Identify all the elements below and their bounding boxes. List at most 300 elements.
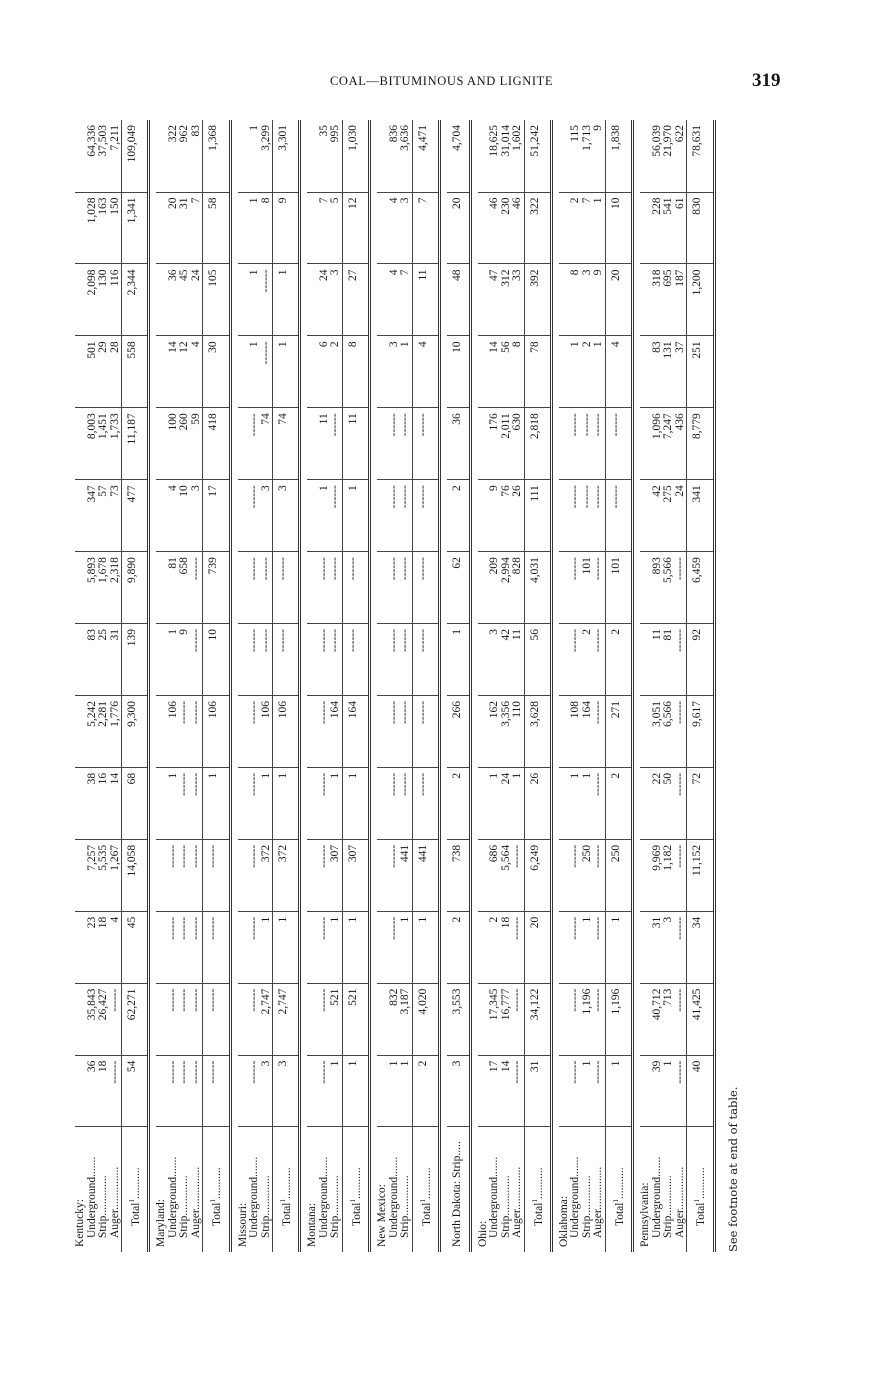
value-cell: 18 <box>98 1055 110 1127</box>
leader-dots: ........... <box>420 1167 433 1200</box>
table-row <box>570 120 582 1252</box>
value-cell: 5 <box>330 192 342 264</box>
row-label-text: Auger <box>108 1209 121 1238</box>
value-cell: 1,602 <box>512 120 524 192</box>
value-cell: ------ <box>319 624 331 696</box>
value-cell: ------ <box>249 624 261 696</box>
leader-dots: ............... <box>511 1166 524 1210</box>
value-cell: 3 <box>582 264 594 336</box>
value-cell: 38 <box>87 767 99 839</box>
value-cell: 1,030 <box>342 120 369 192</box>
value-cell: 322 <box>168 120 180 192</box>
total-row <box>342 120 369 1252</box>
value-cell: ------ <box>319 767 331 839</box>
value-cell: 830 <box>687 192 714 264</box>
value-cell: 36 <box>87 1055 99 1127</box>
value-cell: 521 <box>330 983 342 1055</box>
leader-dots: ........... <box>613 1167 626 1200</box>
value-cell: ------ <box>400 695 412 767</box>
empty-cell <box>75 408 87 480</box>
leader-dots: .............. <box>97 1175 109 1216</box>
spacer-row <box>440 120 448 1252</box>
value-cell: 78 <box>524 336 551 408</box>
leader-dots: ........... <box>532 1167 545 1200</box>
value-cell: 106 <box>261 695 273 767</box>
value-cell: 74 <box>273 408 300 480</box>
value-cell: 115 <box>570 120 582 192</box>
value-cell: 1 <box>593 192 605 264</box>
value-cell: 2,747 <box>273 983 300 1055</box>
value-cell: 72 <box>687 767 714 839</box>
value-cell: ------ <box>330 624 342 696</box>
value-cell: 42 <box>501 624 513 696</box>
row-label-text: Total <box>350 1202 363 1226</box>
row-label-text: Total <box>613 1202 626 1226</box>
leader-dots: .............. <box>399 1175 412 1216</box>
value-cell: 2,747 <box>261 983 273 1055</box>
value-cell: 11,152 <box>687 839 714 911</box>
value-cell: 27 <box>342 264 369 336</box>
value-cell: 111 <box>524 480 551 552</box>
value-cell: 1 <box>400 911 412 983</box>
empty-cell <box>75 336 87 408</box>
value-cell: ------ <box>412 695 439 767</box>
value-cell: 260 <box>179 408 191 480</box>
value-cell: ------ <box>249 552 261 624</box>
state-name: Kentucky: <box>74 1199 86 1247</box>
leader-dots: ........... <box>280 1167 293 1200</box>
value-cell: ------ <box>191 911 203 983</box>
value-cell: 250 <box>605 839 632 911</box>
value-cell: 41,425 <box>687 983 714 1055</box>
value-cell: 8,779 <box>687 408 714 480</box>
row-label-text: Total <box>532 1202 545 1226</box>
value-cell: ------ <box>570 983 582 1055</box>
leader-dots: ....... <box>317 1156 330 1177</box>
value-cell: ------ <box>593 695 605 767</box>
row-label-text: Auger <box>189 1209 202 1238</box>
state-name: Montana: <box>306 1202 319 1247</box>
value-cell: 1 <box>203 767 230 839</box>
value-cell: 1 <box>249 192 261 264</box>
empty-cell <box>75 767 87 839</box>
value-cell: ------ <box>389 911 401 983</box>
value-cell: 34 <box>687 911 714 983</box>
leader-dots: ..... <box>451 1141 464 1156</box>
value-cell: 14 <box>168 336 180 408</box>
value-cell: ------ <box>512 983 524 1055</box>
table-row <box>400 120 412 1252</box>
value-cell: 3 <box>330 264 342 336</box>
value-cell: ------ <box>179 695 191 767</box>
value-cell: 347 <box>87 480 99 552</box>
value-cell: 26 <box>512 480 524 552</box>
value-cell: ------ <box>203 911 230 983</box>
value-cell: 372 <box>261 839 273 911</box>
row-label-text: Strip <box>178 1215 191 1238</box>
value-cell: 4,020 <box>412 983 439 1055</box>
leader-dots: ....... <box>488 1156 501 1177</box>
value-cell: ------ <box>570 624 582 696</box>
value-cell: 76 <box>501 480 513 552</box>
value-cell: ------ <box>273 552 300 624</box>
value-cell: 3,301 <box>273 120 300 192</box>
row-label-text: Total <box>695 1202 708 1226</box>
value-cell: 162 <box>489 695 501 767</box>
value-cell: 209 <box>489 552 501 624</box>
leader-dots: ....... <box>248 1156 261 1177</box>
row-label-text: North Dakota: Strip <box>451 1155 464 1247</box>
value-cell: 28 <box>110 336 122 408</box>
value-cell: 56,039 <box>652 120 664 192</box>
leader-dots: ....... <box>569 1156 582 1177</box>
value-cell: 1 <box>512 767 524 839</box>
value-cell: 73 <box>110 480 122 552</box>
value-cell: 9,969 <box>652 839 664 911</box>
value-cell: 20 <box>447 192 470 264</box>
spacer-row <box>714 120 722 1252</box>
value-cell: ------ <box>675 1055 687 1127</box>
value-cell: 20 <box>524 911 551 983</box>
value-cell: 83 <box>87 624 99 696</box>
value-cell: 10 <box>179 480 191 552</box>
row-label-text: Underground <box>317 1176 330 1238</box>
value-cell: ------ <box>400 408 412 480</box>
value-cell: ------ <box>389 695 401 767</box>
value-cell: 3 <box>261 1055 273 1127</box>
empty-cell <box>75 839 87 911</box>
value-cell: 3 <box>389 336 401 408</box>
value-cell: 1,267 <box>110 839 122 911</box>
value-cell: 1 <box>168 767 180 839</box>
value-cell: ------ <box>249 983 261 1055</box>
value-cell: ------ <box>389 408 401 480</box>
value-cell: 695 <box>663 264 675 336</box>
value-cell: 101 <box>605 552 632 624</box>
value-cell: 2 <box>412 1055 439 1127</box>
value-cell: ------ <box>593 552 605 624</box>
value-cell: 24 <box>191 264 203 336</box>
value-cell: 9,300 <box>122 695 149 767</box>
value-cell: 2,011 <box>501 408 513 480</box>
mine-type-label <box>191 1127 203 1252</box>
value-cell: 307 <box>342 839 369 911</box>
table-row <box>593 120 605 1252</box>
value-cell: ------ <box>191 767 203 839</box>
value-cell: ------ <box>342 552 369 624</box>
value-cell: 1 <box>400 1055 412 1127</box>
value-cell: 1 <box>330 1055 342 1127</box>
value-cell: ------ <box>593 1055 605 1127</box>
empty-cell <box>75 911 87 983</box>
table-row <box>330 120 342 1252</box>
value-cell: 64,336 <box>87 120 99 192</box>
value-cell: 4 <box>389 192 401 264</box>
value-cell: ------ <box>570 408 582 480</box>
leader-dots: ............... <box>108 1166 121 1210</box>
value-cell: 9 <box>273 192 300 264</box>
value-cell: ------ <box>168 983 180 1055</box>
value-cell: 23 <box>87 911 99 983</box>
value-cell: 51,242 <box>524 120 551 192</box>
value-cell: 501 <box>87 336 99 408</box>
value-cell: 1 <box>489 767 501 839</box>
value-cell: 1 <box>261 767 273 839</box>
value-cell: 5,535 <box>98 839 110 911</box>
value-cell: 106 <box>203 695 230 767</box>
table-row <box>319 120 331 1252</box>
value-cell: 62 <box>447 552 470 624</box>
value-cell: 9 <box>593 264 605 336</box>
value-cell: 8,003 <box>87 408 99 480</box>
value-cell: 14 <box>110 767 122 839</box>
value-cell: 739 <box>203 552 230 624</box>
value-cell: 1,200 <box>687 264 714 336</box>
value-cell: 686 <box>489 839 501 911</box>
value-cell: 441 <box>400 839 412 911</box>
value-cell: 372 <box>273 839 300 911</box>
value-cell: ------ <box>330 552 342 624</box>
value-cell: 322 <box>524 192 551 264</box>
value-cell: 995 <box>330 120 342 192</box>
value-cell: 30 <box>203 336 230 408</box>
table-row <box>512 120 524 1252</box>
value-cell: 622 <box>675 120 687 192</box>
value-cell: 4 <box>412 336 439 408</box>
value-cell: 24 <box>675 480 687 552</box>
value-cell: ------ <box>570 911 582 983</box>
value-cell: 81 <box>663 624 675 696</box>
value-cell: 7,247 <box>663 408 675 480</box>
value-cell: 521 <box>342 983 369 1055</box>
value-cell: ------ <box>319 695 331 767</box>
spacer-row <box>300 120 308 1252</box>
value-cell: 1,733 <box>110 408 122 480</box>
leader-dots: ............... <box>189 1166 202 1210</box>
value-cell: 31 <box>652 911 664 983</box>
table-row <box>389 120 401 1252</box>
value-cell: ------ <box>249 839 261 911</box>
value-cell: 2 <box>582 624 594 696</box>
value-cell: 18 <box>98 911 110 983</box>
value-cell: ------ <box>168 839 180 911</box>
value-cell: 36 <box>168 264 180 336</box>
value-cell: 50 <box>663 767 675 839</box>
row-label-text: Strip <box>662 1215 675 1238</box>
value-cell: 1 <box>319 480 331 552</box>
value-cell: ------ <box>389 767 401 839</box>
value-cell: 392 <box>524 264 551 336</box>
value-cell: ------ <box>191 695 203 767</box>
value-cell: 81 <box>168 552 180 624</box>
leader-dots: .............. <box>329 1175 342 1216</box>
value-cell: 61 <box>675 192 687 264</box>
value-cell: ------ <box>570 839 582 911</box>
value-cell: ------ <box>273 624 300 696</box>
empty-cell <box>75 480 87 552</box>
value-cell: 3 <box>273 480 300 552</box>
state-name: Maryland: <box>155 1199 168 1247</box>
value-cell: 110 <box>512 695 524 767</box>
value-cell: ------ <box>179 911 191 983</box>
value-cell: 2 <box>570 192 582 264</box>
table-row <box>261 120 273 1252</box>
table-row <box>652 120 664 1252</box>
value-cell: ------ <box>342 624 369 696</box>
value-cell: 275 <box>663 480 675 552</box>
total-row <box>203 120 230 1252</box>
value-cell: 10 <box>447 336 470 408</box>
value-cell: ------ <box>412 624 439 696</box>
total-label <box>687 1127 714 1252</box>
value-cell: 22 <box>652 767 664 839</box>
leader-dots: ............... <box>673 1166 686 1210</box>
value-cell: ------ <box>191 983 203 1055</box>
value-cell: 1 <box>261 911 273 983</box>
value-cell: 1 <box>593 336 605 408</box>
table-row <box>249 120 261 1252</box>
value-cell: 8 <box>342 336 369 408</box>
running-head: COAL—BITUMINOUS AND LIGNITE <box>330 74 554 88</box>
value-cell: 1,341 <box>122 192 149 264</box>
footnote-marker: 1 <box>209 1199 218 1203</box>
value-cell: 713 <box>663 983 675 1055</box>
value-cell: 31 <box>524 1055 551 1127</box>
value-cell: ------ <box>570 1055 582 1127</box>
value-cell: 139 <box>122 624 149 696</box>
empty-cell <box>75 120 87 192</box>
value-cell: 3 <box>400 192 412 264</box>
empty-cell <box>75 552 87 624</box>
empty-cell <box>75 695 87 767</box>
value-cell: 1 <box>400 336 412 408</box>
value-cell: ------ <box>179 1055 191 1127</box>
value-cell: 106 <box>273 695 300 767</box>
value-cell: 1 <box>342 480 369 552</box>
value-cell: 2 <box>447 480 470 552</box>
value-cell: 24 <box>501 767 513 839</box>
value-cell: 4 <box>191 336 203 408</box>
value-cell: 3 <box>261 480 273 552</box>
value-cell: 83 <box>652 336 664 408</box>
total-label <box>273 1127 300 1252</box>
value-cell: 418 <box>203 408 230 480</box>
empty-cell <box>75 192 87 264</box>
value-cell: ------ <box>319 839 331 911</box>
value-cell: ------ <box>675 983 687 1055</box>
total-row <box>273 120 300 1252</box>
value-cell: 17,345 <box>489 983 501 1055</box>
value-cell: 16,777 <box>501 983 513 1055</box>
value-cell: 40,712 <box>652 983 664 1055</box>
row-label-text: Underground <box>166 1176 179 1238</box>
leader-dots: .............. <box>580 1175 593 1216</box>
value-cell: 11 <box>652 624 664 696</box>
value-cell: 17 <box>489 1055 501 1127</box>
row-label-text: Underground <box>569 1176 582 1238</box>
value-cell: 116 <box>110 264 122 336</box>
value-cell: ------ <box>191 552 203 624</box>
value-cell: ------ <box>593 911 605 983</box>
value-cell: ------ <box>412 552 439 624</box>
total-row <box>605 120 632 1252</box>
row-label-text: Total <box>211 1202 224 1226</box>
value-cell: 36 <box>447 408 470 480</box>
leader-dots: ........... <box>129 1167 142 1200</box>
value-cell: 4,031 <box>524 552 551 624</box>
value-cell: 10 <box>605 192 632 264</box>
table-row <box>110 120 122 1252</box>
value-cell: 1 <box>605 911 632 983</box>
value-cell: 11 <box>412 264 439 336</box>
empty-cell <box>478 911 490 983</box>
value-cell: 1 <box>330 911 342 983</box>
state-name <box>447 1127 470 1252</box>
row-label-text: Underground <box>488 1176 501 1238</box>
value-cell: 164 <box>330 695 342 767</box>
value-cell: ------ <box>675 695 687 767</box>
value-cell: 8 <box>512 336 524 408</box>
state-header-row <box>640 120 652 1252</box>
value-cell: ------ <box>261 336 273 408</box>
value-cell: 83 <box>191 120 203 192</box>
value-cell: ------ <box>330 480 342 552</box>
table-row <box>98 120 110 1252</box>
state-name: Pennsylvania: <box>639 1182 652 1247</box>
value-cell: 37 <box>675 336 687 408</box>
value-cell: 26,427 <box>98 983 110 1055</box>
state-name: Oklahoma: <box>557 1195 570 1247</box>
value-cell: 1,713 <box>582 120 594 192</box>
row-label-text: Auger <box>511 1209 524 1238</box>
value-cell: 2 <box>605 624 632 696</box>
value-cell: 1 <box>582 767 594 839</box>
value-cell: ------ <box>319 1055 331 1127</box>
value-cell: 3 <box>489 624 501 696</box>
total-row <box>122 120 149 1252</box>
value-cell: ------ <box>400 552 412 624</box>
value-cell: ------ <box>593 624 605 696</box>
value-cell: 9,617 <box>687 695 714 767</box>
row-label-text: Auger <box>673 1209 686 1238</box>
row-label-text: Strip <box>329 1215 342 1238</box>
value-cell: 17 <box>203 480 230 552</box>
value-cell: ------ <box>179 983 191 1055</box>
value-cell: 5,564 <box>501 839 513 911</box>
value-cell: 1 <box>249 264 261 336</box>
footnote-marker: 1 <box>530 1199 539 1203</box>
value-cell: 630 <box>512 408 524 480</box>
value-cell: 39 <box>652 1055 664 1127</box>
empty-cell <box>238 120 250 192</box>
value-cell: 1 <box>342 911 369 983</box>
value-cell: ------ <box>249 767 261 839</box>
value-cell: ------ <box>593 983 605 1055</box>
value-cell: 54 <box>122 1055 149 1127</box>
value-cell: ------ <box>389 839 401 911</box>
rotated-table-container <box>75 120 767 1252</box>
value-cell: 14 <box>489 336 501 408</box>
value-cell: 12 <box>342 192 369 264</box>
footnote-marker: 1 <box>693 1199 702 1203</box>
value-cell: 1 <box>249 336 261 408</box>
value-cell: ------ <box>191 624 203 696</box>
value-cell: 3,356 <box>501 695 513 767</box>
value-cell: 738 <box>447 839 470 911</box>
value-cell: 11,187 <box>122 408 149 480</box>
state-name: Ohio: <box>476 1220 489 1247</box>
value-cell: 31 <box>179 192 191 264</box>
